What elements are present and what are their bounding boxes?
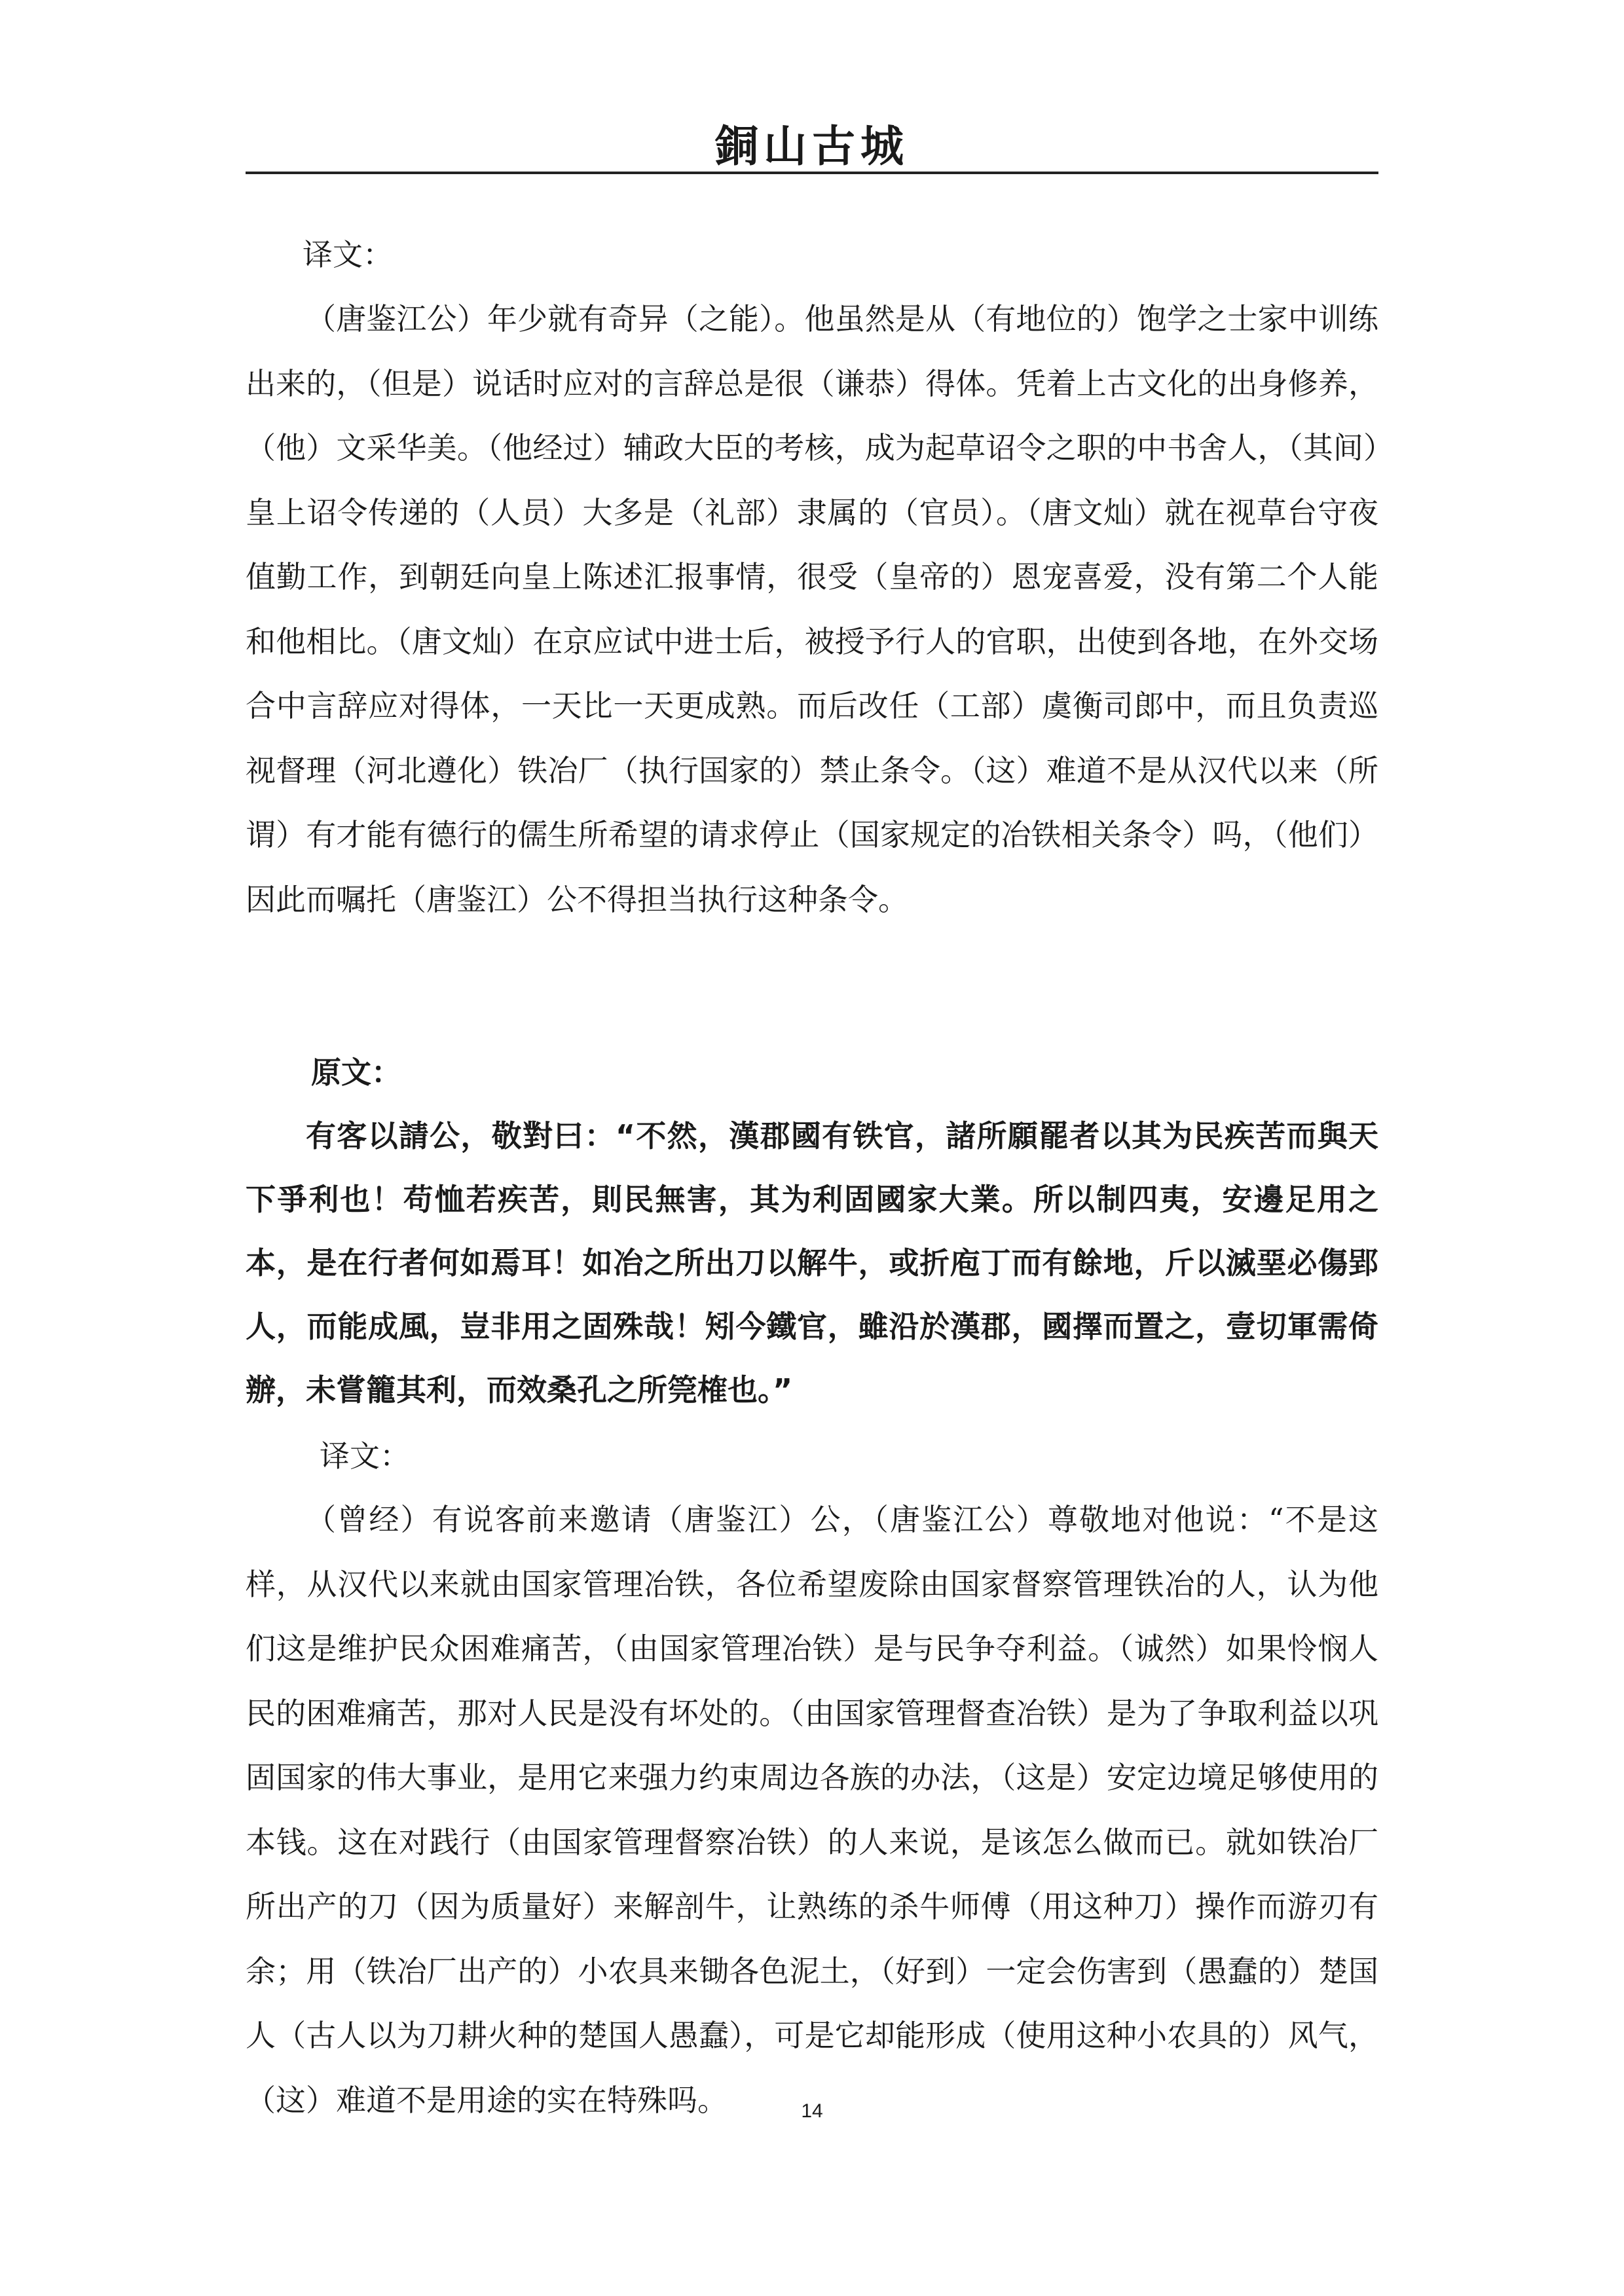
paragraph-original: 有客以請公，敬對曰：“不然，漢郡國有铁官，諸所願罷者以其为民疾苦而與天下爭利也！苟恤若疾苦，則民無害，其为利固國家大業。所以制四夷，安邊足用之本，是在行者何如焉耳！如冶之所出刀以解牛，或折庖丁而有餘地，斤以滅堊必傷郢人，而能成風，豈非用之固殊哉！矧今鐵官，雖沿於漢郡，國擇而置之，壹切軍需倚辦，未嘗籠其利，而效桑孔之所筦榷也。” bbox=[246, 1118, 1378, 1408]
section-heading-translation-2: 译文： bbox=[320, 1438, 410, 1474]
section-heading-translation-1: 译文： bbox=[303, 237, 393, 272]
header-title: 銅山古城 bbox=[715, 120, 909, 172]
header-divider bbox=[246, 172, 1378, 174]
paragraph-translation-2: （曾经）有说客前来邀请（唐鉴江）公，（唐鉴江公）尊敬地对他说：“不是这样，从汉代以来就由国家管理冶铁，各位希望废除由国家督察管理铁冶的人，认为他们这是维护民众困难痛苦，（由国家管理冶铁）是与民争夺利益。（诚然）如果怜悯人民的困难痛苦，那对人民是没有坏处的。（由国家管理督查冶铁）是为了争取利益以巩固国家的伟大事业，是用它来强力约束周边各族的办法，（这是）安定边境足够使用的本钱。这在对践行（由国家管理督察冶铁）的人来说，是该怎么做而已。就如铁冶厂所出产的刀（因为质量好）来解剖牛，让熟练的杀牛师傅（用这种刀）操作而游刃有余；用（铁冶厂出产的）小农具来锄各色泥土，（好到）一定会伤害到（愚蠢的）楚国人（古人以为刀耕火种的楚国人愚蠢），可是它却能形成（使用这种小农具的）风气，（这）难道不是用途的实在特殊吗。 bbox=[246, 1502, 1378, 2118]
section-heading-original: 原文： bbox=[311, 1055, 401, 1090]
page-number: 14 bbox=[801, 2100, 823, 2122]
paragraph-translation-1: （唐鉴江公）年少就有奇异（之能）。他虽然是从（有地位的）饱学之士家中训练出来的，（但是）说话时应对的言辞总是很（谦恭）得体。凭着上古文化的出身修养，（他）文采华美。（他经过）辅政大臣的考核，成为起草诏令之职的中书舍人，（其间）皇上诏令传递的（人员）大多是（礼部）隶属的（官员）。（唐文灿）就在视草台守夜值勤工作，到朝廷向皇上陈述汇报事情，很受（皇帝的）恩宠喜爱，没有第二个人能和他相比。（唐文灿）在京应试中进士后，被授予行人的官职，出使到各地，在外交场合中言辞应对得体，一天比一天更成熟。而后改任（工部）虞衡司郎中，而且负责巡视督理（河北遵化）铁冶厂（执行国家的）禁止条令。（这）难道不是从汉代以来（所谓）有才能有德行的儒生所希望的请求停止（国家规定的冶铁相关条令）吗，（他们）因此而嘱托（唐鉴江）公不得担当执行这种条令。 bbox=[246, 301, 1378, 917]
